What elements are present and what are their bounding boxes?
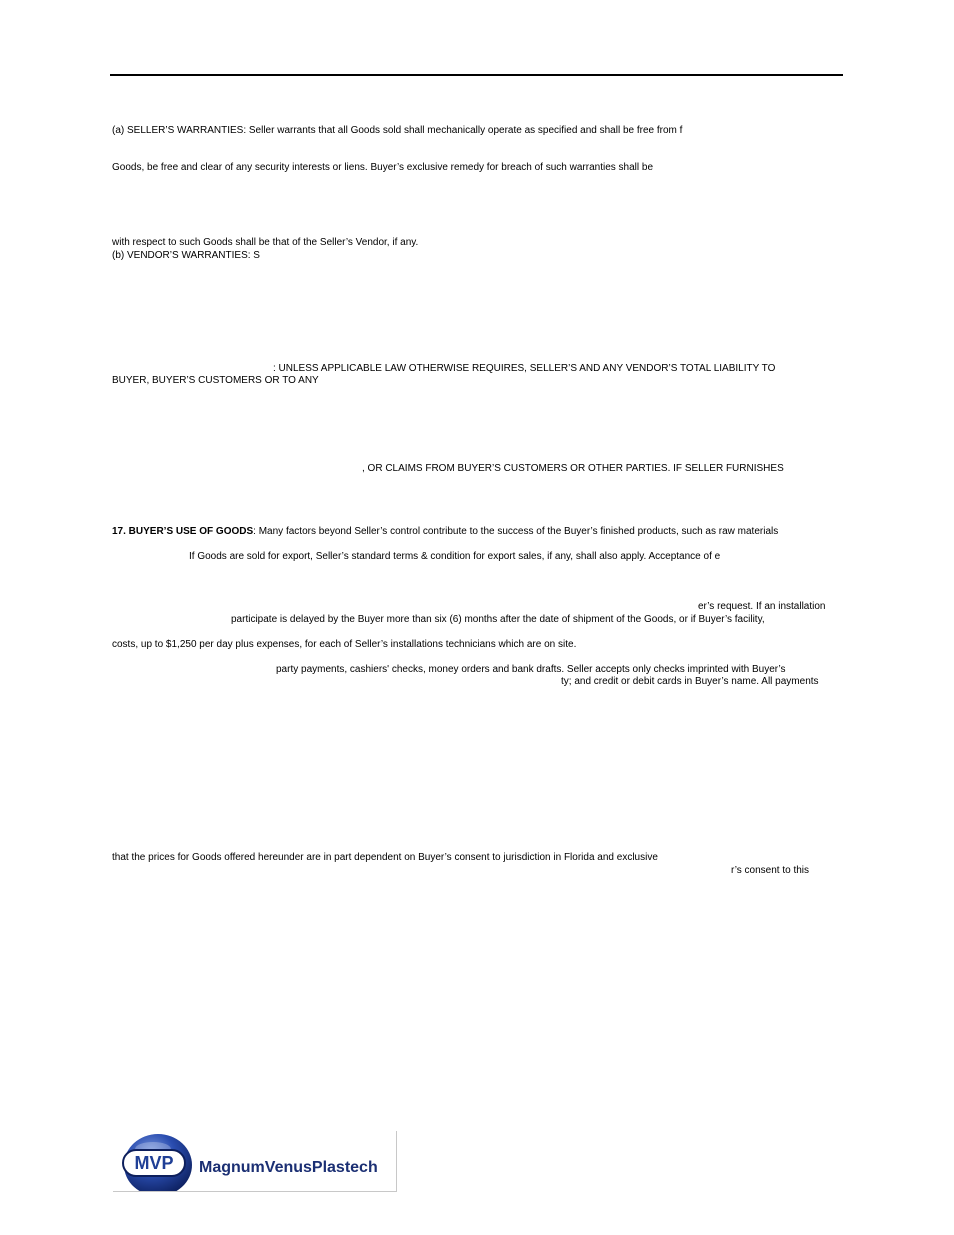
logo-graphic [113, 1131, 396, 1191]
section-text: : Many factors beyond Seller’s control contribute to the success of the Buyer’s finished products, such as raw materials [253, 526, 779, 537]
paragraph-line: that the prices for Goods offered hereunder are in part dependent on Buyer’s consent to jurisdiction in Florida and exclusive [112, 852, 658, 863]
section-heading: 17. BUYER’S USE OF GOODS [112, 526, 254, 537]
paragraph-line: ty; and credit or debit cards in Buyer’s name. All payments [561, 676, 819, 687]
paragraph-line: costs, up to $1,250 per day plus expenses, for each of Seller’s installations technicians which are on site. [112, 639, 577, 650]
paragraph-line: er’s request. If an installation [698, 601, 826, 612]
section-17-line [112, 526, 778, 538]
paragraph-line: Goods, be free and clear of any security interests or liens. Buyer’s exclusive remedy for breach of such warranties shall be [112, 162, 654, 173]
paragraph-line: participate is delayed by the Buyer more than six (6) months after the date of shipment of the Goods, or if Buyer’s facility, [231, 614, 765, 625]
header-rule [110, 74, 843, 76]
badge-text: MVP [134, 1153, 174, 1173]
paragraph-line: with respect to such Goods shall be that of the Seller’s Vendor, if any. [112, 237, 419, 248]
paragraph-line: , OR CLAIMS FROM BUYER’S CUSTOMERS OR OTHER PARTIES. IF SELLER FURNISHES [362, 463, 784, 474]
paragraph-line: BUYER, BUYER’S CUSTOMERS OR TO ANY [112, 375, 319, 386]
paragraph-line: party payments, cashiers' checks, money orders and bank drafts. Seller accepts only checks imprinted with Buyer’s [276, 664, 786, 675]
logo-wordmark: MagnumVenusPlastech [199, 1159, 378, 1176]
mvp-badge [123, 1150, 185, 1176]
paragraph-line: (a) SELLER’S WARRANTIES: Seller warrants that all Goods sold shall mechanically operate as specified and shall be free from f [112, 125, 683, 136]
paragraph-line: : UNLESS APPLICABLE LAW OTHERWISE REQUIRES, SELLER’S AND ANY VENDOR’S TOTAL LIABILITY TO [273, 363, 776, 374]
company-logo [113, 1131, 397, 1192]
paragraph-line: r’s consent to this [731, 865, 810, 876]
paragraph-line: (b) VENDOR’S WARRANTIES: S [112, 250, 260, 261]
paragraph-line: If Goods are sold for export, Seller’s standard terms & condition for export sales, if any, shall also apply. Acceptance of e [189, 551, 721, 562]
